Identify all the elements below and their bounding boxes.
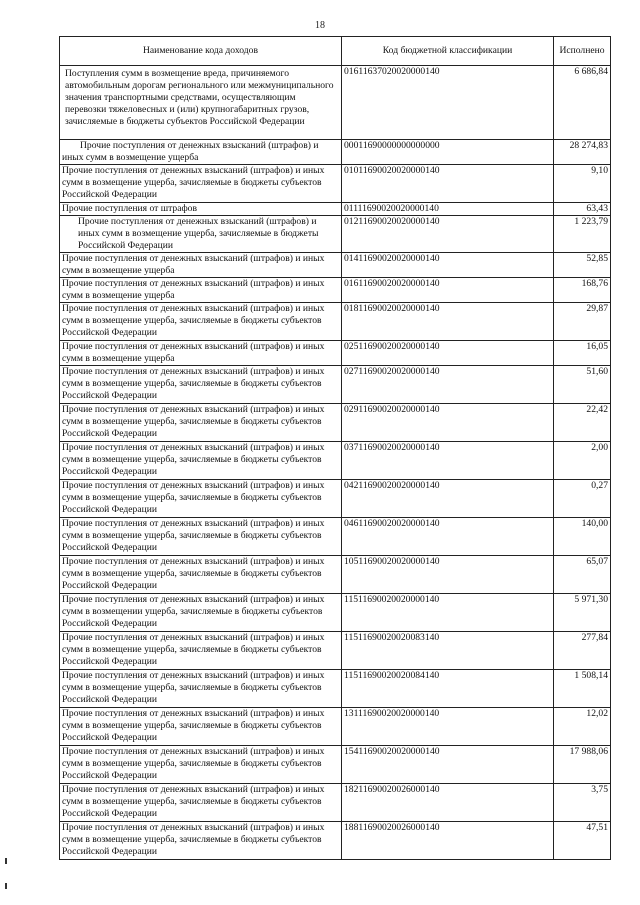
table-row [60,303,611,341]
table-row [60,784,611,822]
amount-cell: 51,60 [554,366,611,404]
budget-code-cell: 10511690020020000140 [342,556,554,594]
budget-code-cell: 01611637020020000140 [342,66,554,140]
amount-cell: 1 508,14 [554,670,611,708]
page-number: 18 [315,20,325,31]
table-row [60,822,611,860]
revenue-name-cell: Прочие поступления от денежных взысканий (штрафов) и иных сумм в возмещение ущерба, зачисляемые в бюджеты субъектов Российской Федерации [60,480,342,518]
amount-cell: 22,42 [554,404,611,442]
revenue-name-cell: Прочие поступления от денежных взысканий (штрафов) и иных сумм в возмещение ущерба, зачисляемые в бюджеты субъектов Российской Федерации [60,632,342,670]
revenue-name-cell: Прочие поступления от денежных взысканий (штрафов) и иных сумм в возмещение ущерба, зачисляемые в бюджеты субъектов Российской Федерации [60,366,342,404]
revenue-name-cell: Прочие поступления от денежных взысканий (штрафов) и иных сумм в возмещение ущерба [60,140,342,165]
revenue-name-cell: Прочие поступления от денежных взысканий (штрафов) и иных сумм в возмещение ущерба, зачисляемые в бюджеты субъектов Российской Федерации [60,518,342,556]
amount-cell: 16,05 [554,341,611,366]
revenue-name-cell: Прочие поступления от денежных взысканий (штрафов) и иных сумм в возмещение ущерба [60,341,342,366]
budget-code-cell: 01611690020020000140 [342,278,554,303]
revenue-name-cell: Прочие поступления от денежных взысканий (штрафов) и иных сумм в возмещение ущерба, зачисляемые в бюджеты субъектов Российской Федерации [60,670,342,708]
header-revenue-name: Наименование кода доходов [60,37,342,66]
amount-cell: 168,76 [554,278,611,303]
table-row [60,670,611,708]
table-row [60,404,611,442]
amount-cell: 29,87 [554,303,611,341]
budget-code-cell: 04211690020020000140 [342,480,554,518]
revenue-name-cell: Прочие поступления от денежных взысканий (штрафов) и иных сумм в возмещение ущерба [60,253,342,278]
table-row [60,518,611,556]
budget-code-cell: 02911690020020000140 [342,404,554,442]
amount-cell: 52,85 [554,253,611,278]
amount-cell: 65,07 [554,556,611,594]
revenue-name-cell: Прочие поступления от денежных взысканий (штрафов) и иных сумм в возмещение ущерба, зачисляемые в бюджеты субъектов Российской Федерации [60,404,342,442]
budget-code-cell: 01411690020020000140 [342,253,554,278]
table-row [60,140,611,165]
amount-cell: 47,51 [554,822,611,860]
table-row [60,253,611,278]
budget-code-cell: 13111690020020000140 [342,708,554,746]
budget-code-cell: 01011690020020000140 [342,165,554,203]
amount-cell: 1 223,79 [554,216,611,253]
table-row [60,442,611,480]
budget-code-cell: 00011690000000000000 [342,140,554,165]
revenue-name-cell: Поступления сумм в возмещение вреда, причиняемого автомобильным дорогам регионального или межмуниципального значения транспортными средствами, осуществляющим перевозки тяжеловесных и (или) крупногабаритных грузов, зачисляемые в бюджеты субъектов Российской Федерации [60,66,342,140]
budget-code-cell: 04611690020020000140 [342,518,554,556]
amount-cell: 3,75 [554,784,611,822]
amount-cell: 2,00 [554,442,611,480]
table-row [60,341,611,366]
budget-code-cell: 11511690020020084140 [342,670,554,708]
amount-cell: 5 971,30 [554,594,611,632]
amount-cell: 17 988,06 [554,746,611,784]
table-header-row [60,37,611,66]
amount-cell: 28 274,83 [554,140,611,165]
revenue-name-cell: Прочие поступления от денежных взысканий (штрафов) и иных сумм в возмещение ущерба, зачисляемые в бюджеты субъектов Российской Федерации [60,165,342,203]
header-executed-amount: Исполнено [554,37,611,66]
revenue-name-cell: Прочие поступления от денежных взысканий (штрафов) и иных сумм в возмещение ущерба, зачисляемые в бюджеты субъектов Российской Федерации [60,303,342,341]
revenue-name-cell: Прочие поступления от денежных взысканий (штрафов) и иных сумм в возмещение ущерба, зачисляемые в бюджеты субъектов Российской Федерации [60,784,342,822]
revenue-name-cell: Прочие поступления от денежных взысканий (штрафов) и иных сумм в возмещение ущерба, зачисляемые в бюджеты субъектов Российской Федерации [60,822,342,860]
table-row [60,708,611,746]
budget-code-cell: 11511690020020000140 [342,594,554,632]
scan-speck-mark [5,883,7,889]
budget-code-cell: 11511690020020083140 [342,632,554,670]
revenue-name-cell: Прочие поступления от денежных взысканий (штрафов) и иных сумм в возмещение ущерба, зачисляемые в бюджеты субъектов Российской Федерации [60,746,342,784]
budget-code-cell: 02711690020020000140 [342,366,554,404]
budget-code-cell: 03711690020020000140 [342,442,554,480]
revenue-table [59,36,611,860]
table-row [60,480,611,518]
revenue-name-cell: Прочие поступления от штрафов [60,203,342,216]
scan-speck-mark [5,858,7,864]
revenue-name-cell: Прочие поступления от денежных взысканий (штрафов) и иных сумм в возмещение ущерба, зачисляемые в бюджеты субъектов Российской Федерации [60,708,342,746]
revenue-name-cell: Прочие поступления от денежных взысканий (штрафов) и иных сумм в возмещении ущерба, зачисляемые в бюджеты субъектов Российской Федерации [60,594,342,632]
table-row [60,165,611,203]
budget-code-cell: 15411690020020000140 [342,746,554,784]
budget-code-cell: 18211690020026000140 [342,784,554,822]
budget-code-cell: 18811690020026000140 [342,822,554,860]
amount-cell: 277,84 [554,632,611,670]
revenue-name-cell: Прочие поступления от денежных взысканий (штрафов) и иных сумм в возмещение ущерба, зачисляемые в бюджеты субъектов Российской Федерации [60,556,342,594]
table-row [60,203,611,216]
revenue-name-cell: Прочие поступления от денежных взысканий (штрафов) и иных сумм в возмещение ущерба, зачисляемые в бюджеты субъектов Российской Федерации [60,442,342,480]
amount-cell: 6 686,84 [554,66,611,140]
table-row [60,556,611,594]
amount-cell: 12,02 [554,708,611,746]
header-budget-code: Код бюджетной классификации [342,37,554,66]
table-row [60,216,611,253]
budget-code-cell: 01111690020020000140 [342,203,554,216]
budget-code-cell: 01811690020020000140 [342,303,554,341]
table-row [60,594,611,632]
table-row [60,746,611,784]
budget-code-cell: 01211690020020000140 [342,216,554,253]
revenue-name-cell: Прочие поступления от денежных взысканий (штрафов) и иных сумм в возмещение ущерба [60,278,342,303]
amount-cell: 63,43 [554,203,611,216]
budget-code-cell: 02511690020020000140 [342,341,554,366]
table-row [60,366,611,404]
amount-cell: 9,10 [554,165,611,203]
table-row [60,66,611,140]
amount-cell: 140,00 [554,518,611,556]
amount-cell: 0,27 [554,480,611,518]
table-row [60,632,611,670]
table-row [60,278,611,303]
revenue-name-cell: Прочие поступления от денежных взысканий (штрафов) и иных сумм в возмещение ущерба, зачисляемые в бюджеты Российской Федерации [60,216,342,253]
